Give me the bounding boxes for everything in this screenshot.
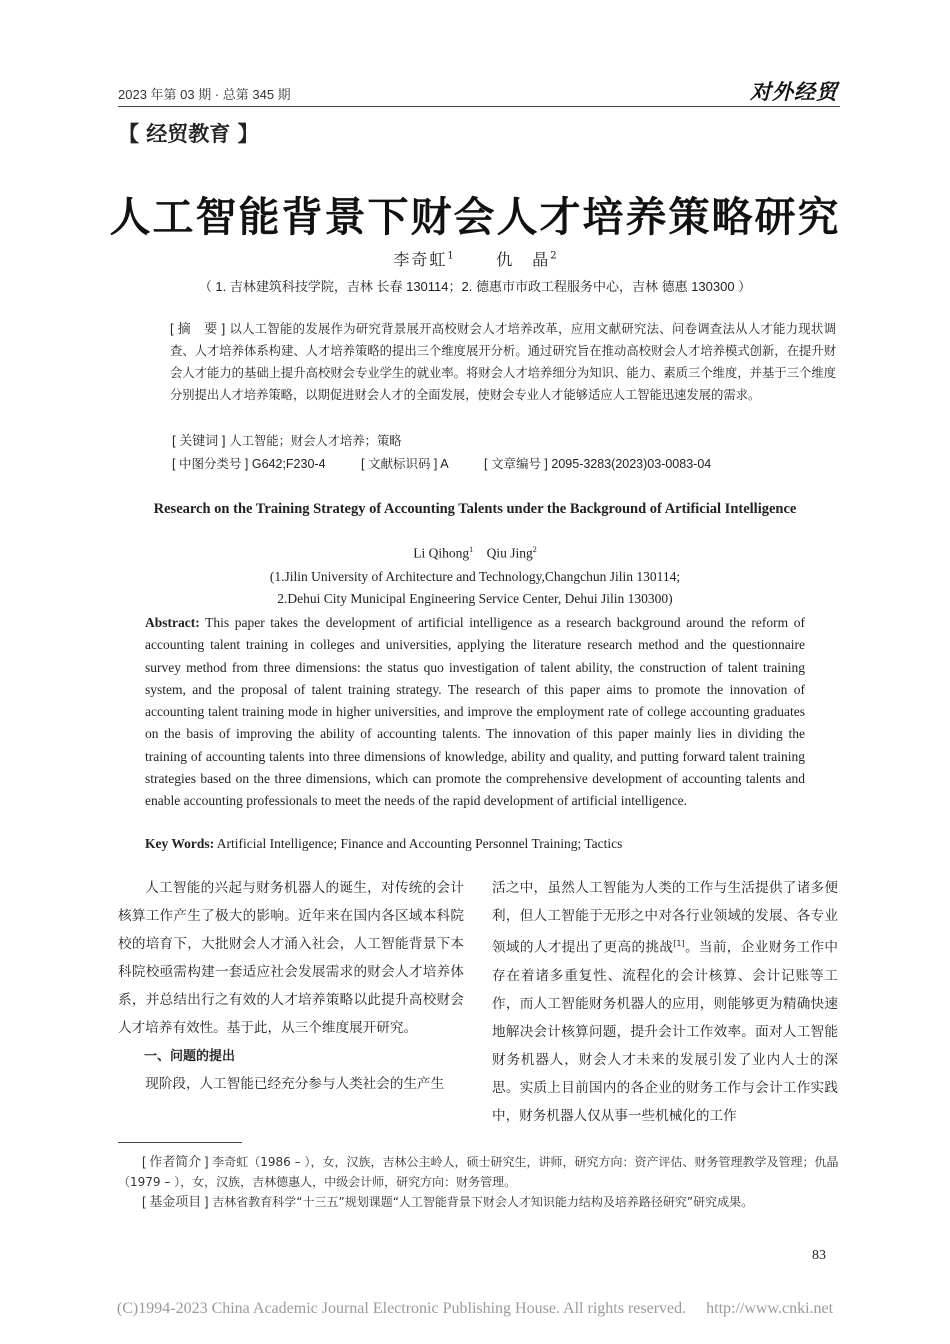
clc-code: [ 中图分类号 ] G642;F230-4	[172, 457, 326, 471]
body-column-right	[492, 874, 838, 1130]
english-abstract-label: Abstract:	[145, 615, 200, 630]
page-number: 83	[812, 1248, 826, 1263]
footnote-divider	[118, 1142, 242, 1143]
affiliation: （ 1. 吉林建筑科技学院，吉林 长春 130114；2. 德惠市市政工程服务中心，吉林 德惠 130300 ）	[198, 279, 752, 294]
abstract-text: 以人工智能的发展作为研究背景展开高校财会人才培养改革，应用文献研究法、问卷调查法从人才能力现状调查、人才培养体系构建、人才培养策略的提出三个维度展开分析。通过研究旨在推动高校财会人才培养模式创新，在提升财会人才能力的基础上提升高校财会专业学生的就业率。将财会人才培养细分为知识、能力、素质三个维度，并基于三个维度分别提出人才培养策略，以期促进财会人才的全面发展，使财会专业人才能够适应人工智能迅速发展的需求。	[170, 322, 836, 402]
author-name: 仇 晶	[496, 250, 551, 269]
journal-logo: 对外经贸	[750, 79, 838, 104]
body-column-left	[118, 874, 464, 1098]
abstract-label: [ 摘 要 ]	[170, 321, 226, 336]
author-sup: 1	[447, 250, 454, 262]
footnote-label: [ 作者简介 ]	[142, 1154, 209, 1169]
english-affiliation-1: (1.Jilin University of Architecture and Technology,Changchun Jilin 130114;	[269, 569, 681, 584]
body-text: 活之中，虽然人工智能为人类的工作与生活提供了诸多便利，但人工智能于无形之中对各行业领域的发展、各专业领域的人才提出了更高的挑战	[492, 880, 838, 956]
copyright-notice: (C)1994-2023 China Academic Journal Electronic Publishing House. All rights reserved. http://www.cnki.net	[116, 1300, 834, 1317]
english-affiliation-2: 2.Dehui City Municipal Engineering Service Center, Dehui Jilin 130300)	[277, 591, 673, 606]
footnote-text: 吉林省教育科学“十三五”规划课题“人工智能背景下财会人才知识能力结构及培养路径研究”研究成果。	[212, 1195, 754, 1209]
citation-ref: [1]	[673, 939, 685, 948]
abstract-zh	[170, 318, 836, 406]
body-paragraph	[492, 874, 838, 1130]
footnote-label: [ 基金项目 ]	[142, 1194, 209, 1209]
author-sup: 1	[469, 545, 474, 554]
keywords-text: 人工智能；财会人才培养；策略	[229, 434, 402, 448]
keywords-label: [ 关键词 ]	[172, 433, 226, 448]
english-authors	[0, 545, 950, 562]
english-author: Qiu Jing	[486, 545, 533, 561]
body-paragraph: 现阶段，人工智能已经充分参与人类社会的生产生	[145, 1076, 445, 1092]
author-bio	[118, 1152, 842, 1192]
paper-title: 人工智能背景下财会人才培养策略研究	[109, 193, 841, 241]
header-divider	[118, 106, 840, 107]
english-keywords-text: Artificial Intelligence; Finance and Accounting Personnel Training; Tactics	[216, 836, 623, 851]
english-keywords-label: Key Words:	[145, 836, 215, 851]
english-abstract	[145, 612, 805, 813]
author-sup: 2	[532, 545, 537, 554]
journal-issue: 2023 年第 03 期 · 总第 345 期	[118, 87, 291, 102]
author-sup: 2	[550, 250, 557, 262]
fund-info	[118, 1192, 842, 1212]
english-abstract-text: This paper takes the development of artificial intelligence as a research background around the reform of accounting talent training in colleges and universities, applying the literature research method and the questionnaire survey method from three dimensions: the status quo investigation of talent ability, the construction of talent training system, and the proposal of talent training strategy. The research of this paper aims to promote the innovation of accounting talent training mode in higher universities, and improve the employment rate of college accounting graduates on the basis of improving the ability of accounting talents. The innovation of this paper mainly lies in dividing the training of accounting talents into three dimensions of knowledge, ability and quality, and putting forward talent training strategies based on the three dimensions, which can promote the comprehensive development of accounting talents and enable accounting professionals to meet the needs of the rapid development of artificial intelligence.	[145, 615, 805, 809]
keywords-zh	[172, 430, 402, 449]
author-line	[0, 247, 950, 270]
footnote-text: 李奇虹（1986 – ），女，汉族，吉林公主岭人，硕士研究生，讲师，研究方向：资产评估、财务管理教学及管理；仇晶（1979 – ），女，汉族，吉林德惠人，中级会计师，研究方向：财务管理。	[118, 1155, 839, 1189]
body-text: 。当前，企业财务工作中存在着诸多重复性、流程化的会计核算、会计记账等工作，而人工智能财务机器人的应用，则能够更为精确快速地解决会计核算问题，提升会计工作效率。面对人工智能财务机器人，财会人才未来的发展引发了业内人士的深思。实质上目前国内的各企业的财务工作与会计工作实践中，财务机器人仅从事一些机械化的工作	[492, 939, 839, 1124]
section-tag: 【 经贸教育 】	[118, 122, 259, 146]
english-title: Research on the Training Strategy of Accounting Talents under the Background of Artificial Intelligence	[153, 501, 797, 517]
author-name: 李奇虹	[393, 250, 448, 269]
body-paragraph: 人工智能的兴起与财务机器人的诞生，对传统的会计核算工作产生了极大的影响。近年来在国内各区域本科院校的培育下，大批财会人才涌入社会，人工智能背景下本科院校亟需构建一套适应社会发展需求的财会人才培养体系，并总结出行之有效的人才培养策略以此提升高校财会人才培养有效性。基于此，从三个维度展开研究。	[118, 880, 464, 1036]
section-heading: 一、问题的提出	[144, 1048, 236, 1063]
article-meta	[172, 454, 743, 472]
doc-code: [ 文献标识码 ] A	[361, 457, 449, 471]
article-number: [ 文章编号 ] 2095-3283(2023)03-0083-04	[484, 457, 712, 471]
footnotes	[118, 1152, 842, 1212]
english-author: Li Qihong	[413, 545, 470, 561]
english-keywords	[145, 836, 622, 852]
